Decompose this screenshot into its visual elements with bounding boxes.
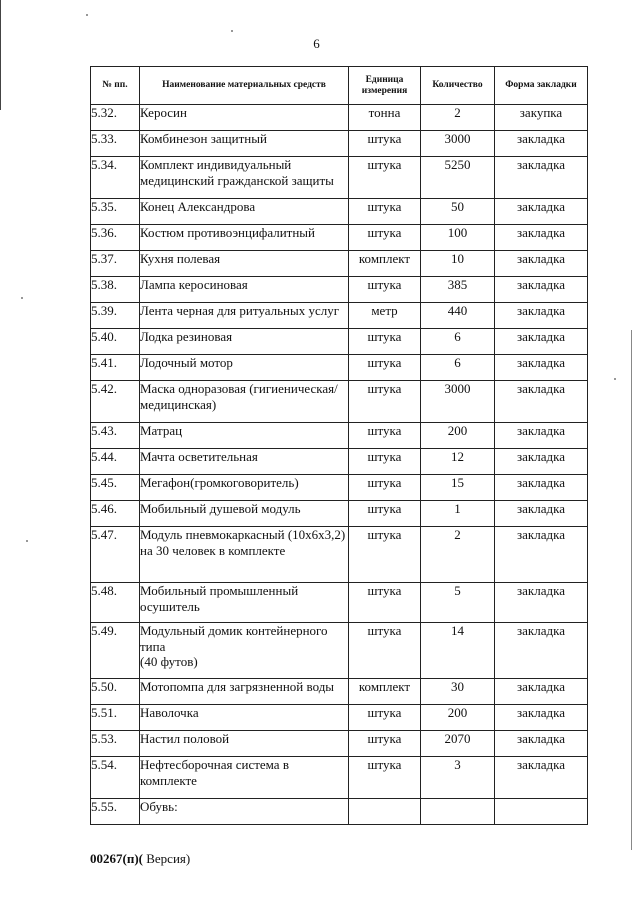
unit-of-measure-cell: комплект xyxy=(349,679,421,705)
item-name-cell: Мотопомпа для загрязненной воды xyxy=(140,679,349,705)
unit-of-measure-cell: штука xyxy=(349,277,421,303)
quantity-cell: 30 xyxy=(421,679,495,705)
unit-of-measure-cell: штука xyxy=(349,623,421,679)
table-header-row xyxy=(91,67,588,105)
row-number-cell: 5.39. xyxy=(91,303,140,329)
quantity-cell: 200 xyxy=(421,423,495,449)
item-name-cell: Лодочный мотор xyxy=(140,355,349,381)
scan-speck xyxy=(231,30,233,32)
row-number-cell: 5.47. xyxy=(91,527,140,583)
table-row xyxy=(91,277,588,303)
supply-form-cell: закладка xyxy=(495,501,588,527)
supply-form-cell: закладка xyxy=(495,731,588,757)
quantity-cell: 2070 xyxy=(421,731,495,757)
table-row xyxy=(91,251,588,277)
supply-form-cell: закупка xyxy=(495,105,588,131)
row-number-cell: 5.55. xyxy=(91,799,140,825)
item-name-cell: Модуль пневмокаркасный (10х6х3,2) на 30 человек в комплекте xyxy=(140,527,349,583)
unit-of-measure-cell: штука xyxy=(349,355,421,381)
item-name-cell: Нефтесборочная система в комплекте xyxy=(140,757,349,799)
quantity-cell: 3 xyxy=(421,757,495,799)
scan-speck xyxy=(21,297,23,299)
row-number-cell: 5.33. xyxy=(91,131,140,157)
unit-of-measure-cell: штука xyxy=(349,731,421,757)
unit-of-measure-cell: штука xyxy=(349,757,421,799)
table-row xyxy=(91,679,588,705)
table-row xyxy=(91,381,588,423)
row-number-cell: 5.40. xyxy=(91,329,140,355)
table-row xyxy=(91,225,588,251)
supply-form-cell: закладка xyxy=(495,131,588,157)
supply-form-cell: закладка xyxy=(495,705,588,731)
item-name-cell: Мобильный душевой модуль xyxy=(140,501,349,527)
supply-form-cell: закладка xyxy=(495,355,588,381)
item-name-cell: Лампа керосиновая xyxy=(140,277,349,303)
item-name-cell: Лента черная для ритуальных услуг xyxy=(140,303,349,329)
table-row xyxy=(91,423,588,449)
quantity-cell: 15 xyxy=(421,475,495,501)
item-name-cell: Маска одноразовая (гигиеническая/медицинская) xyxy=(140,381,349,423)
row-number-cell: 5.35. xyxy=(91,199,140,225)
table-row xyxy=(91,731,588,757)
table-row xyxy=(91,131,588,157)
row-number-cell: 5.48. xyxy=(91,583,140,623)
row-number-cell: 5.36. xyxy=(91,225,140,251)
quantity-cell: 6 xyxy=(421,329,495,355)
table-row xyxy=(91,105,588,131)
page-edge-line xyxy=(631,330,632,850)
unit-of-measure-cell: штука xyxy=(349,381,421,423)
quantity-cell: 2 xyxy=(421,527,495,583)
unit-of-measure-cell: штука xyxy=(349,583,421,623)
row-number-cell: 5.34. xyxy=(91,157,140,199)
quantity-cell: 100 xyxy=(421,225,495,251)
quantity-cell: 3000 xyxy=(421,381,495,423)
row-number-cell: 5.41. xyxy=(91,355,140,381)
supply-form-cell: закладка xyxy=(495,449,588,475)
quantity-cell: 3000 xyxy=(421,131,495,157)
supply-form-cell: закладка xyxy=(495,277,588,303)
supply-form-cell: закладка xyxy=(495,423,588,449)
table-body xyxy=(91,105,588,825)
table-row xyxy=(91,303,588,329)
table-row xyxy=(91,157,588,199)
quantity-cell: 440 xyxy=(421,303,495,329)
table-row xyxy=(91,199,588,225)
row-number-cell: 5.43. xyxy=(91,423,140,449)
quantity-cell: 200 xyxy=(421,705,495,731)
quantity-cell: 2 xyxy=(421,105,495,131)
quantity-cell: 6 xyxy=(421,355,495,381)
row-number-cell: 5.45. xyxy=(91,475,140,501)
header-unit: Единица измерения xyxy=(349,67,421,105)
supply-form-cell: закладка xyxy=(495,527,588,583)
item-name-cell: Кухня полевая xyxy=(140,251,349,277)
supply-form-cell: закладка xyxy=(495,199,588,225)
table-row xyxy=(91,355,588,381)
supply-form-cell: закладка xyxy=(495,225,588,251)
item-name-cell: Матрац xyxy=(140,423,349,449)
row-number-cell: 5.46. xyxy=(91,501,140,527)
table-row xyxy=(91,527,588,583)
row-number-cell: 5.37. xyxy=(91,251,140,277)
unit-of-measure-cell: штука xyxy=(349,527,421,583)
supply-form-cell: закладка xyxy=(495,757,588,799)
item-name-cell: Модульный домик контейнерного типа (40 футов) xyxy=(140,623,349,679)
item-name-cell: Настил половой xyxy=(140,731,349,757)
quantity-cell xyxy=(421,799,495,825)
row-number-cell: 5.32. xyxy=(91,105,140,131)
header-number: № пп. xyxy=(91,67,140,105)
header-name: Наименование материальных средств xyxy=(140,67,349,105)
unit-of-measure-cell: штука xyxy=(349,475,421,501)
quantity-cell: 12 xyxy=(421,449,495,475)
quantity-cell: 5250 xyxy=(421,157,495,199)
supply-form-cell: закладка xyxy=(495,679,588,705)
supply-form-cell: закладка xyxy=(495,623,588,679)
table-row xyxy=(91,501,588,527)
item-name-cell: Конец Александрова xyxy=(140,199,349,225)
scan-speck xyxy=(26,540,28,542)
supply-form-cell: закладка xyxy=(495,381,588,423)
table-row xyxy=(91,705,588,731)
row-number-cell: 5.50. xyxy=(91,679,140,705)
unit-of-measure-cell: штука xyxy=(349,225,421,251)
supply-form-cell: закладка xyxy=(495,157,588,199)
supply-form-cell: закладка xyxy=(495,303,588,329)
row-number-cell: 5.42. xyxy=(91,381,140,423)
unit-of-measure-cell: тонна xyxy=(349,105,421,131)
unit-of-measure-cell: штука xyxy=(349,199,421,225)
table-row xyxy=(91,799,588,825)
row-number-cell: 5.49. xyxy=(91,623,140,679)
supply-form-cell: закладка xyxy=(495,329,588,355)
table-row xyxy=(91,449,588,475)
supply-form-cell: закладка xyxy=(495,583,588,623)
item-name-cell: Наволочка xyxy=(140,705,349,731)
table-row xyxy=(91,475,588,501)
quantity-cell: 10 xyxy=(421,251,495,277)
item-name-cell: Костюм противоэнцифалитный xyxy=(140,225,349,251)
quantity-cell: 14 xyxy=(421,623,495,679)
item-name-cell: Мобильный промышленный осушитель xyxy=(140,583,349,623)
item-name-cell: Комплект индивидуальный медицинский гражданской защиты xyxy=(140,157,349,199)
unit-of-measure-cell: метр xyxy=(349,303,421,329)
table-row xyxy=(91,757,588,799)
unit-of-measure-cell xyxy=(349,799,421,825)
row-number-cell: 5.51. xyxy=(91,705,140,731)
header-quantity: Количество xyxy=(421,67,495,105)
item-name-cell: Мачта осветительная xyxy=(140,449,349,475)
unit-of-measure-cell: штука xyxy=(349,157,421,199)
row-number-cell: 5.44. xyxy=(91,449,140,475)
unit-of-measure-cell: штука xyxy=(349,131,421,157)
supply-form-cell: закладка xyxy=(495,475,588,501)
table-row xyxy=(91,583,588,623)
header-form: Форма закладки xyxy=(495,67,588,105)
unit-of-measure-cell: штука xyxy=(349,501,421,527)
table-row xyxy=(91,329,588,355)
item-name-cell: Керосин xyxy=(140,105,349,131)
supply-form-cell xyxy=(495,799,588,825)
unit-of-measure-cell: штука xyxy=(349,329,421,355)
unit-of-measure-cell: штука xyxy=(349,423,421,449)
quantity-cell: 1 xyxy=(421,501,495,527)
row-number-cell: 5.54. xyxy=(91,757,140,799)
scan-speck xyxy=(614,378,616,380)
item-name-cell: Комбинезон защитный xyxy=(140,131,349,157)
document-footer xyxy=(90,851,190,867)
row-number-cell: 5.38. xyxy=(91,277,140,303)
document-code: 00267(п)( xyxy=(90,851,143,866)
supply-form-cell: закладка xyxy=(495,251,588,277)
quantity-cell: 5 xyxy=(421,583,495,623)
page-edge-line xyxy=(0,0,1,110)
page-number: 6 xyxy=(313,36,320,51)
row-number-cell: 5.53. xyxy=(91,731,140,757)
unit-of-measure-cell: штука xyxy=(349,705,421,731)
quantity-cell: 50 xyxy=(421,199,495,225)
scan-speck xyxy=(86,14,88,16)
table-row xyxy=(91,623,588,679)
materials-table xyxy=(90,66,588,825)
item-name-cell: Лодка резиновая xyxy=(140,329,349,355)
document-version: Версия) xyxy=(142,851,191,866)
quantity-cell: 385 xyxy=(421,277,495,303)
item-name-cell: Мегафон(громкоговоритель) xyxy=(140,475,349,501)
item-name-cell: Обувь: xyxy=(140,799,349,825)
unit-of-measure-cell: комплект xyxy=(349,251,421,277)
unit-of-measure-cell: штука xyxy=(349,449,421,475)
